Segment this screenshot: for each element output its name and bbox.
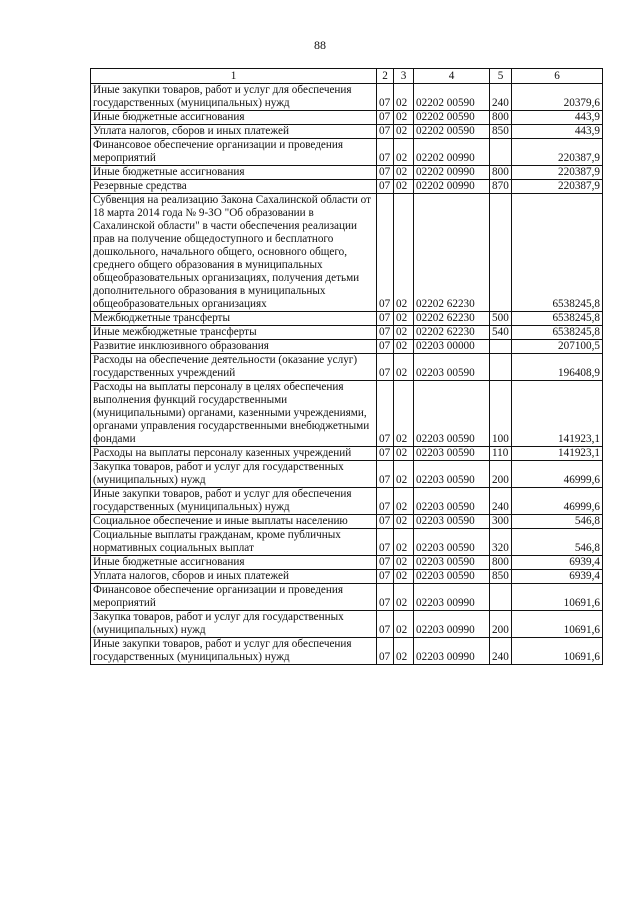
- row-name: Расходы на выплаты персоналу казенных учреждений: [91, 447, 377, 461]
- row-target-article: 02203 00590: [414, 354, 490, 381]
- row-expense-type: 240: [490, 488, 512, 515]
- row-name: Социальное обеспечение и иные выплаты населению: [91, 515, 377, 529]
- row-expense-type: 500: [490, 312, 512, 326]
- row-target-article: 02202 62230: [414, 312, 490, 326]
- row-section: 07: [377, 354, 394, 381]
- row-target-article: 02203 00990: [414, 638, 490, 665]
- row-amount: 46999,6: [512, 488, 603, 515]
- header-row: [91, 69, 603, 84]
- row-subsection: 02: [394, 326, 414, 340]
- row-name: Субвенция на реализацию Закона Сахалинской области от 18 марта 2014 года № 9-ЗО "Об образовании в Сахалинской области" в части обеспечения реализации прав на получение общедоступного и бесплатного дошкольного, начального общего, основного общего, среднего общего образования в муниципальных общеобразовательных организациях, получения детьми дополнительного образования в муниципальных общеобразовательных организациях: [91, 194, 377, 312]
- row-subsection: 02: [394, 584, 414, 611]
- row-expense-type: 870: [490, 180, 512, 194]
- row-name: Резервные средства: [91, 180, 377, 194]
- row-amount: 6939,4: [512, 556, 603, 570]
- row-section: 07: [377, 326, 394, 340]
- table-row: [91, 381, 603, 447]
- row-subsection: 02: [394, 125, 414, 139]
- row-target-article: 02202 62230: [414, 326, 490, 340]
- row-expense-type: 110: [490, 447, 512, 461]
- row-amount: 443,9: [512, 125, 603, 139]
- table-row: [91, 556, 603, 570]
- row-section: 07: [377, 556, 394, 570]
- row-section: 07: [377, 111, 394, 125]
- row-target-article: 02203 00590: [414, 529, 490, 556]
- row-amount: 196408,9: [512, 354, 603, 381]
- row-target-article: 02203 00590: [414, 570, 490, 584]
- row-expense-type: [490, 139, 512, 166]
- row-name: Межбюджетные трансферты: [91, 312, 377, 326]
- table-row: [91, 461, 603, 488]
- row-section: 07: [377, 125, 394, 139]
- row-subsection: 02: [394, 447, 414, 461]
- row-name: Иные межбюджетные трансферты: [91, 326, 377, 340]
- table-row: [91, 139, 603, 166]
- row-amount: 141923,1: [512, 381, 603, 447]
- row-target-article: 02202 00990: [414, 166, 490, 180]
- budget-table: [90, 68, 603, 665]
- row-subsection: 02: [394, 84, 414, 111]
- row-name: Развитие инклюзивного образования: [91, 340, 377, 354]
- row-target-article: 02203 00590: [414, 488, 490, 515]
- table-row: [91, 125, 603, 139]
- row-target-article: 02203 00000: [414, 340, 490, 354]
- row-subsection: 02: [394, 611, 414, 638]
- row-section: 07: [377, 84, 394, 111]
- row-expense-type: 200: [490, 461, 512, 488]
- row-target-article: 02203 00590: [414, 381, 490, 447]
- row-amount: 6939,4: [512, 570, 603, 584]
- row-subsection: 02: [394, 166, 414, 180]
- row-target-article: 02202 00590: [414, 125, 490, 139]
- row-name: Уплата налогов, сборов и иных платежей: [91, 125, 377, 139]
- row-name: Финансовое обеспечение организации и проведения мероприятий: [91, 584, 377, 611]
- row-target-article: 02203 00590: [414, 515, 490, 529]
- row-target-article: 02203 00990: [414, 611, 490, 638]
- table-row: [91, 638, 603, 665]
- row-target-article: 02203 00990: [414, 584, 490, 611]
- row-section: 07: [377, 166, 394, 180]
- table-row: [91, 529, 603, 556]
- row-expense-type: 240: [490, 638, 512, 665]
- row-expense-type: [490, 584, 512, 611]
- row-name: Иные бюджетные ассигнования: [91, 111, 377, 125]
- row-amount: 20379,6: [512, 84, 603, 111]
- header-section: 2: [377, 69, 394, 84]
- row-subsection: 02: [394, 638, 414, 665]
- row-name: Закупка товаров, работ и услуг для государственных (муниципальных) нужд: [91, 461, 377, 488]
- header-name: 1: [91, 69, 377, 84]
- row-section: 07: [377, 529, 394, 556]
- row-amount: 546,8: [512, 515, 603, 529]
- row-expense-type: 300: [490, 515, 512, 529]
- row-subsection: 02: [394, 570, 414, 584]
- row-name: Закупка товаров, работ и услуг для государственных (муниципальных) нужд: [91, 611, 377, 638]
- row-subsection: 02: [394, 461, 414, 488]
- row-subsection: 02: [394, 194, 414, 312]
- row-name: Расходы на выплаты персоналу в целях обеспечения выполнения функций государственными (муниципальными) органами, казенными учреждениями, органами управления государственными внебюджетными фондами: [91, 381, 377, 447]
- row-expense-type: 320: [490, 529, 512, 556]
- row-target-article: 02203 00590: [414, 447, 490, 461]
- row-target-article: 02202 00990: [414, 139, 490, 166]
- header-target-article: 4: [414, 69, 490, 84]
- row-target-article: 02203 00590: [414, 556, 490, 570]
- row-amount: 46999,6: [512, 461, 603, 488]
- row-expense-type: 240: [490, 84, 512, 111]
- table-row: [91, 488, 603, 515]
- row-section: 07: [377, 194, 394, 312]
- row-subsection: 02: [394, 111, 414, 125]
- row-amount: 443,9: [512, 111, 603, 125]
- table-row: [91, 194, 603, 312]
- row-section: 07: [377, 340, 394, 354]
- row-target-article: 02202 00990: [414, 180, 490, 194]
- row-subsection: 02: [394, 556, 414, 570]
- row-amount: 6538245,8: [512, 326, 603, 340]
- table-row: [91, 584, 603, 611]
- table-row: [91, 84, 603, 111]
- row-expense-type: 800: [490, 166, 512, 180]
- table-row: [91, 340, 603, 354]
- row-expense-type: 850: [490, 125, 512, 139]
- row-subsection: 02: [394, 529, 414, 556]
- row-amount: 10691,6: [512, 611, 603, 638]
- row-expense-type: 100: [490, 381, 512, 447]
- row-expense-type: 800: [490, 556, 512, 570]
- row-expense-type: 800: [490, 111, 512, 125]
- row-expense-type: [490, 194, 512, 312]
- row-expense-type: 200: [490, 611, 512, 638]
- header-subsection: 3: [394, 69, 414, 84]
- row-target-article: 02202 00590: [414, 84, 490, 111]
- row-amount: 220387,9: [512, 180, 603, 194]
- row-expense-type: [490, 340, 512, 354]
- row-section: 07: [377, 638, 394, 665]
- row-amount: 220387,9: [512, 139, 603, 166]
- row-name: Финансовое обеспечение организации и проведения мероприятий: [91, 139, 377, 166]
- row-amount: 141923,1: [512, 447, 603, 461]
- table-row: [91, 326, 603, 340]
- row-amount: 6538245,8: [512, 312, 603, 326]
- row-amount: 10691,6: [512, 638, 603, 665]
- row-amount: 6538245,8: [512, 194, 603, 312]
- table-row: [91, 570, 603, 584]
- row-name: Уплата налогов, сборов и иных платежей: [91, 570, 377, 584]
- row-section: 07: [377, 180, 394, 194]
- table-row: [91, 180, 603, 194]
- row-target-article: 02202 00590: [414, 111, 490, 125]
- row-name: Социальные выплаты гражданам, кроме публичных нормативных социальных выплат: [91, 529, 377, 556]
- row-subsection: 02: [394, 312, 414, 326]
- row-name: Иные бюджетные ассигнования: [91, 556, 377, 570]
- row-section: 07: [377, 381, 394, 447]
- header-expense-type: 5: [490, 69, 512, 84]
- row-section: 07: [377, 611, 394, 638]
- row-expense-type: 850: [490, 570, 512, 584]
- row-amount: 220387,9: [512, 166, 603, 180]
- row-name: Иные закупки товаров, работ и услуг для обеспечения государственных (муниципальных) нужд: [91, 84, 377, 111]
- row-amount: 546,8: [512, 529, 603, 556]
- table-row: [91, 515, 603, 529]
- row-name: Расходы на обеспечение деятельности (оказание услуг) государственных учреждений: [91, 354, 377, 381]
- row-name: Иные закупки товаров, работ и услуг для обеспечения государственных (муниципальных) нужд: [91, 638, 377, 665]
- table-row: [91, 447, 603, 461]
- header-amount: 6: [512, 69, 603, 84]
- row-subsection: 02: [394, 515, 414, 529]
- row-subsection: 02: [394, 381, 414, 447]
- row-expense-type: [490, 354, 512, 381]
- row-subsection: 02: [394, 340, 414, 354]
- row-subsection: 02: [394, 488, 414, 515]
- row-section: 07: [377, 461, 394, 488]
- row-section: 07: [377, 312, 394, 326]
- row-section: 07: [377, 488, 394, 515]
- row-subsection: 02: [394, 180, 414, 194]
- row-name: Иные бюджетные ассигнования: [91, 166, 377, 180]
- row-section: 07: [377, 515, 394, 529]
- table-row: [91, 354, 603, 381]
- row-subsection: 02: [394, 354, 414, 381]
- row-target-article: 02203 00590: [414, 461, 490, 488]
- table-row: [91, 111, 603, 125]
- row-expense-type: 540: [490, 326, 512, 340]
- row-name: Иные закупки товаров, работ и услуг для обеспечения государственных (муниципальных) нужд: [91, 488, 377, 515]
- row-section: 07: [377, 570, 394, 584]
- row-section: 07: [377, 139, 394, 166]
- row-section: 07: [377, 584, 394, 611]
- table-row: [91, 611, 603, 638]
- row-subsection: 02: [394, 139, 414, 166]
- row-amount: 10691,6: [512, 584, 603, 611]
- table-row: [91, 312, 603, 326]
- table-row: [91, 166, 603, 180]
- row-section: 07: [377, 447, 394, 461]
- row-target-article: 02202 62230: [414, 194, 490, 312]
- page-number: 88: [314, 38, 326, 52]
- row-amount: 207100,5: [512, 340, 603, 354]
